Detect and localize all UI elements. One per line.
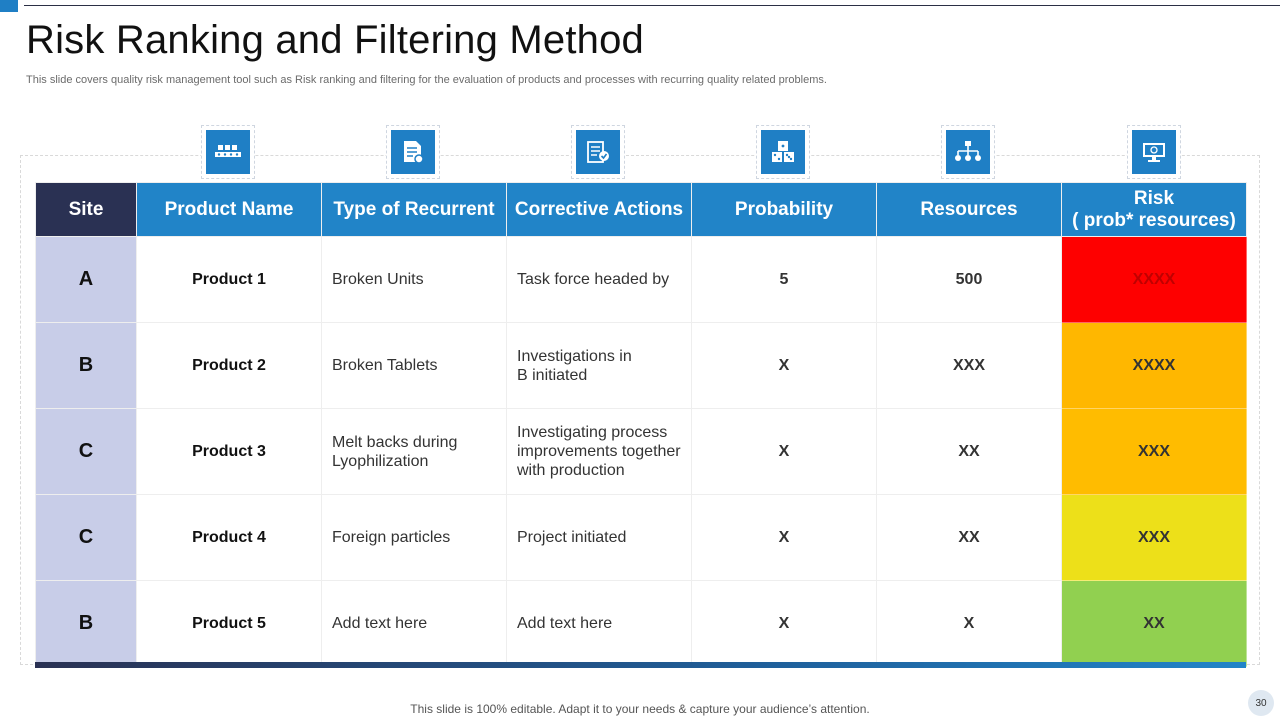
cell-probability: X bbox=[692, 581, 877, 667]
column-header-type-of-recurrent: Type of Recurrent bbox=[322, 183, 507, 237]
cell-product: Product 1 bbox=[137, 237, 322, 323]
cell-type: Broken Tablets bbox=[322, 323, 507, 409]
machine-icon bbox=[206, 130, 250, 174]
cell-site: B bbox=[36, 323, 137, 409]
table-row bbox=[36, 409, 1247, 495]
machine-icon-box bbox=[201, 125, 255, 179]
page-number: 30 bbox=[1248, 690, 1274, 716]
table-header-row bbox=[36, 183, 1247, 237]
checklist-icon bbox=[576, 130, 620, 174]
cell-type: Melt backs during Lyophilization bbox=[322, 409, 507, 495]
column-header-risk: Risk ( prob* resources) bbox=[1062, 183, 1247, 237]
risk-ranking-table bbox=[35, 182, 1247, 667]
cell-product: Product 2 bbox=[137, 323, 322, 409]
cell-actions: Investigations in B initiated bbox=[507, 323, 692, 409]
column-header-resources: Resources bbox=[877, 183, 1062, 237]
column-header-site: Site bbox=[36, 183, 137, 237]
document-icon-box bbox=[386, 125, 440, 179]
cell-site: C bbox=[36, 409, 137, 495]
cell-product: Product 5 bbox=[137, 581, 322, 667]
cell-probability: X bbox=[692, 409, 877, 495]
dice-icon bbox=[761, 130, 805, 174]
cell-risk: XXX bbox=[1062, 495, 1247, 581]
table-row bbox=[36, 323, 1247, 409]
monitor-icon bbox=[1132, 130, 1176, 174]
cell-probability: 5 bbox=[692, 237, 877, 323]
page-title: Risk Ranking and Filtering Method bbox=[26, 18, 645, 62]
column-header-probability: Probability bbox=[692, 183, 877, 237]
cell-type: Foreign particles bbox=[322, 495, 507, 581]
checklist-icon-box bbox=[571, 125, 625, 179]
cell-actions: Investigating process improvements together with production bbox=[507, 409, 692, 495]
hierarchy-icon bbox=[946, 130, 990, 174]
table-row bbox=[36, 581, 1247, 667]
monitor-icon-box bbox=[1127, 125, 1181, 179]
cell-actions: Project initiated bbox=[507, 495, 692, 581]
table-row bbox=[36, 237, 1247, 323]
hierarchy-icon-box bbox=[941, 125, 995, 179]
cell-site: A bbox=[36, 237, 137, 323]
cell-type: Broken Units bbox=[322, 237, 507, 323]
top-rule bbox=[24, 5, 1280, 6]
dice-icon-box bbox=[756, 125, 810, 179]
cell-resources: XX bbox=[877, 495, 1062, 581]
cell-actions: Add text here bbox=[507, 581, 692, 667]
cell-risk: XXXX bbox=[1062, 323, 1247, 409]
page-subtitle: This slide covers quality risk management tool such as Risk ranking and filtering for the evaluation of products and processes with recurring quality related problems. bbox=[26, 74, 827, 86]
cell-risk: XX bbox=[1062, 581, 1247, 667]
cell-resources: XX bbox=[877, 409, 1062, 495]
footer-note: This slide is 100% editable. Adapt it to your needs & capture your audience’s attention. bbox=[410, 702, 870, 716]
cell-site: C bbox=[36, 495, 137, 581]
cell-product: Product 3 bbox=[137, 409, 322, 495]
cell-type: Add text here bbox=[322, 581, 507, 667]
cell-probability: X bbox=[692, 323, 877, 409]
cell-site: B bbox=[36, 581, 137, 667]
column-header-corrective-actions: Corrective Actions bbox=[507, 183, 692, 237]
cell-resources: X bbox=[877, 581, 1062, 667]
cell-probability: X bbox=[692, 495, 877, 581]
corner-accent bbox=[0, 0, 18, 12]
cell-resources: XXX bbox=[877, 323, 1062, 409]
cell-risk: XXX bbox=[1062, 409, 1247, 495]
column-header-product-name: Product Name bbox=[137, 183, 322, 237]
table-row bbox=[36, 495, 1247, 581]
table-bottom-bar bbox=[35, 662, 1246, 668]
cell-risk: XXXX bbox=[1062, 237, 1247, 323]
cell-product: Product 4 bbox=[137, 495, 322, 581]
document-icon bbox=[391, 130, 435, 174]
cell-actions: Task force headed by bbox=[507, 237, 692, 323]
cell-resources: 500 bbox=[877, 237, 1062, 323]
